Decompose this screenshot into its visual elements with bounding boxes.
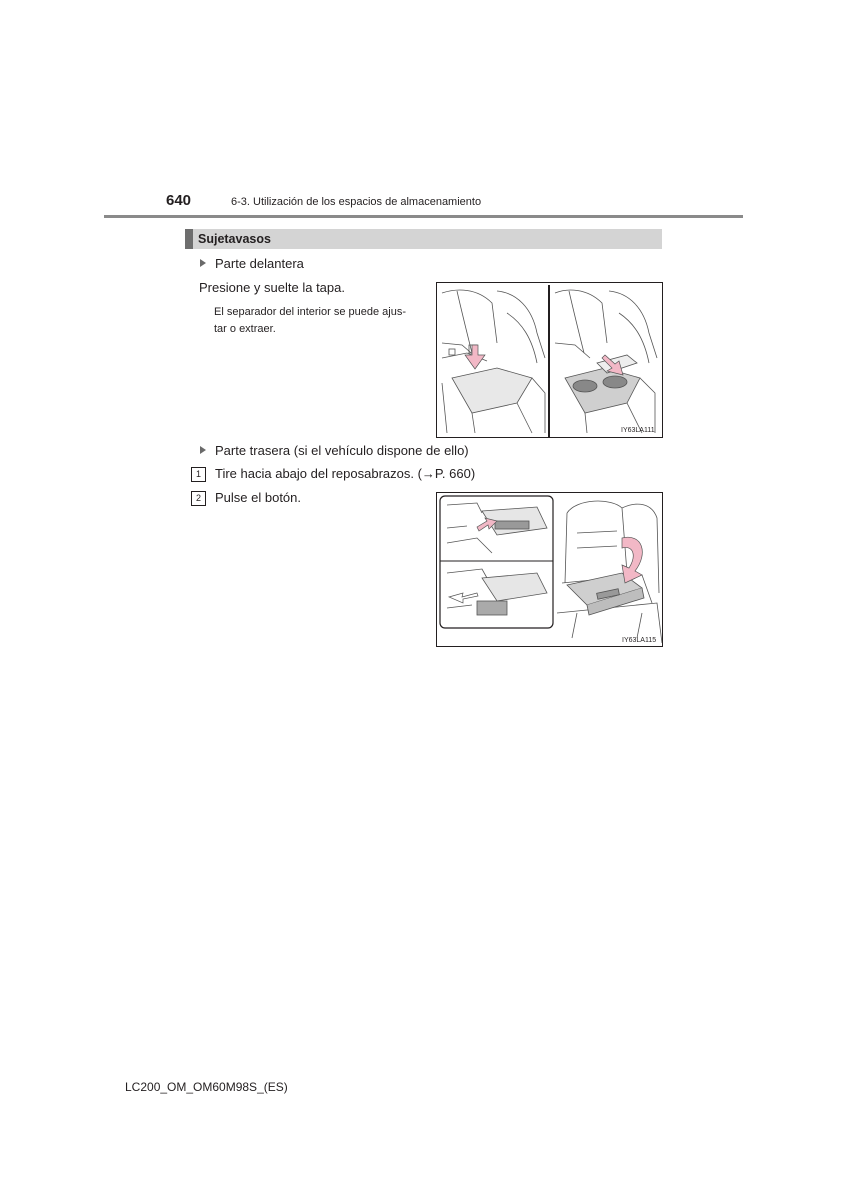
rear-bullet-label: Parte trasera (si el vehículo dispone de ello) xyxy=(215,443,469,458)
rear-cupholder-drawing xyxy=(437,493,663,647)
section-heading xyxy=(185,229,662,249)
front-bullet xyxy=(200,256,304,271)
front-bullet-label: Parte delantera xyxy=(215,256,304,271)
figure-code: IY63LA111 xyxy=(621,427,655,434)
step-text: Tire hacia abajo del reposabrazos. (→P. 660) xyxy=(215,466,476,481)
step-text: Pulse el botón. xyxy=(215,490,302,505)
triangle-bullet-icon xyxy=(200,446,206,454)
page-number: 640 xyxy=(166,192,192,209)
section-title: Sujetavasos xyxy=(198,232,271,246)
section-path: 6-3. Utilización de los espacios de almacenamiento xyxy=(231,196,482,208)
step-1 xyxy=(191,466,475,482)
header-rule xyxy=(104,215,743,218)
step-number: 2 xyxy=(191,491,206,506)
front-note-line: tar o extraer. xyxy=(214,323,276,335)
front-cupholder-drawing xyxy=(437,283,663,438)
rear-cupholder-illustration xyxy=(436,492,663,647)
footer-doc-code: LC200_OM_OM60M98S_(ES) xyxy=(125,1080,288,1094)
front-cupholder-illustration xyxy=(436,282,663,438)
step-number: 1 xyxy=(191,467,206,482)
front-note xyxy=(214,304,429,338)
triangle-bullet-icon xyxy=(200,259,206,267)
figure-code: IY63LA115 xyxy=(622,637,657,644)
step-2 xyxy=(191,490,301,506)
front-note-line: El separador del interior se puede ajus- xyxy=(214,306,407,318)
front-instruction: Presione y suelte la tapa. xyxy=(199,280,345,295)
rear-bullet xyxy=(200,443,469,458)
